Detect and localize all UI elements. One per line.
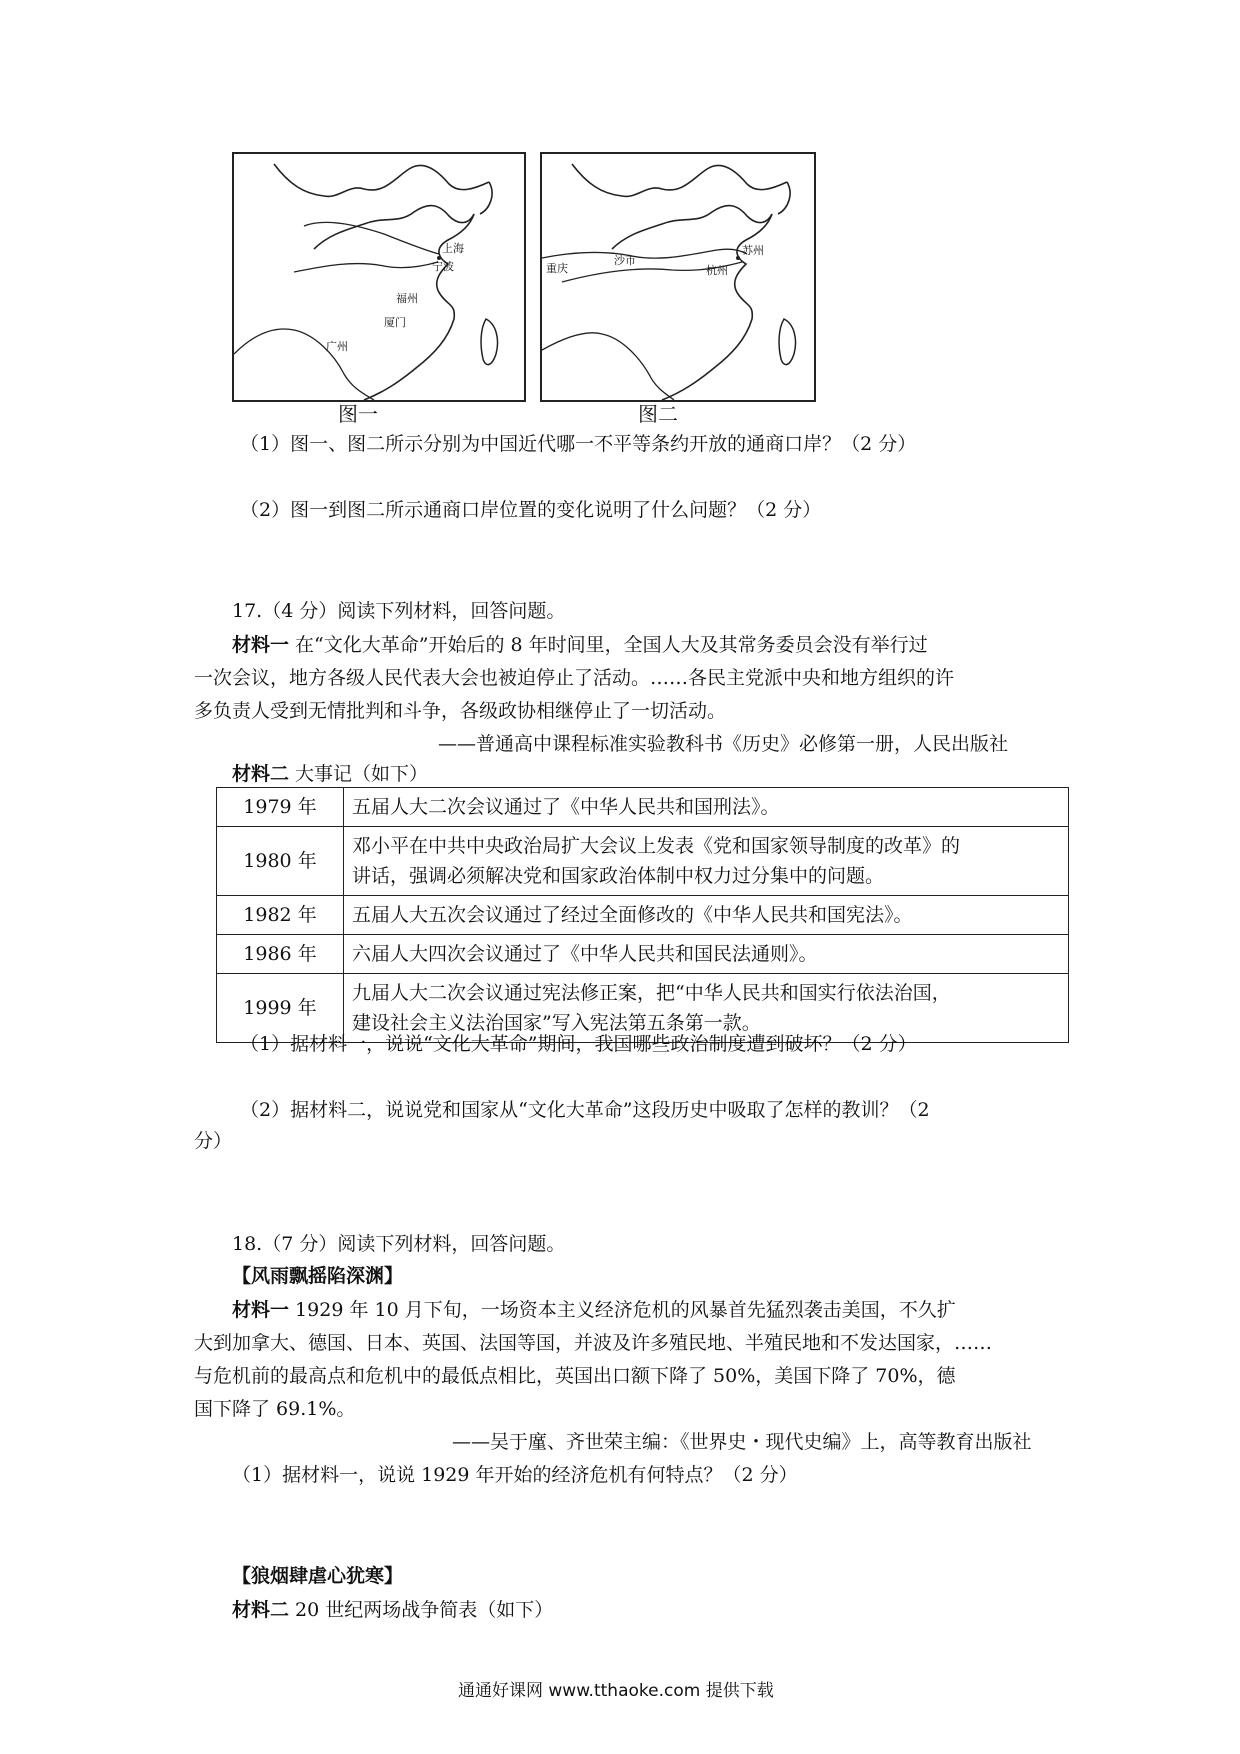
q17-sub-question-2-line-2: 分） — [194, 1130, 233, 1152]
events-table — [216, 787, 1069, 1043]
q18-material1-line-1 — [232, 1296, 956, 1324]
q18-section-2-title: 【狼烟肆虐心犹寒】 — [232, 1565, 404, 1587]
q18-material2-title: 20 世纪两场战争简表（如下） — [289, 1599, 554, 1621]
q18-material1-label: 材料一 — [232, 1299, 290, 1321]
table-row — [217, 935, 1069, 974]
q17-material2-heading — [232, 760, 428, 788]
q18-section-1-title: 【风雨飘摇陷深渊】 — [232, 1265, 404, 1287]
event-description-line: 建设社会主义法治国家”写入宪法第五条第一款。 — [352, 1012, 761, 1034]
q17-material1-line-3: 多负责人受到无情批判和斗争，各级政协相继停止了一切活动。 — [194, 700, 727, 722]
event-year: 1999 年 — [217, 974, 344, 1043]
map-2-caption: 图二 — [638, 402, 678, 426]
event-description-line: 邓小平在中共中央政治局扩大会议上发表《党和国家领导制度的改革》的 — [352, 835, 961, 857]
q18-material1-line-2: 大到加拿大、德国、日本、英国、法国等国，并波及许多殖民地、半殖民地和不发达国家，…… — [194, 1332, 993, 1354]
map-figure-2 — [540, 152, 816, 402]
map-1-drawing — [234, 154, 524, 400]
table-row — [217, 827, 1069, 896]
page-footer: 通通好课网 www.tthaoke.com 提供下载 — [458, 1681, 774, 1701]
event-description — [344, 896, 1069, 935]
map-1-port-fuzhou: 福州 — [396, 292, 418, 305]
q17-material2-title: 大事记（如下） — [289, 763, 429, 785]
q17-material1-line-2: 一次会议，地方各级人民代表大会也被迫停止了活动。……各民主党派中央和地方组织的许 — [194, 667, 955, 689]
map-2-port-hangzhou: 杭州 — [706, 264, 728, 277]
q18-material2-heading — [232, 1596, 553, 1624]
event-year: 1979 年 — [217, 788, 344, 827]
map-1-port-ningbo: 宁波 — [432, 260, 454, 273]
q17-material1-line-1 — [232, 631, 928, 659]
event-description-line: 九届人大二次会议通过宪法修正案，把“中华人民共和国实行依法治国， — [352, 982, 951, 1004]
q18-header: 18.（7 分）阅读下列材料，回答问题。 — [232, 1233, 566, 1255]
q18-material1-text: 1929 年 10 月下旬，一场资本主义经济危机的风暴首先猛烈袭击美国，不久扩 — [289, 1299, 956, 1321]
q18-material1-line-4: 国下降了 69.1%。 — [194, 1398, 356, 1420]
map-2-port-chongqing: 重庆 — [546, 262, 568, 275]
event-description-line: 五届人大五次会议通过了经过全面修改的《中华人民共和国宪法》。 — [352, 904, 913, 926]
event-year: 1980 年 — [217, 827, 344, 896]
map-1-port-xiamen: 厦门 — [384, 316, 406, 329]
q16-sub-question-2: （2）图一到图二所示通商口岸位置的变化说明了什么问题？（2 分） — [240, 499, 822, 521]
map-1-caption: 图一 — [338, 402, 378, 426]
q18-material2-label: 材料二 — [232, 1599, 290, 1621]
map-2-port-shashi: 沙市 — [614, 254, 636, 267]
q18-sub-question-1: （1）据材料一，说说 1929 年开始的经济危机有何特点？（2 分） — [232, 1464, 798, 1486]
q16-sub-question-1: （1）图一、图二所示分别为中国近代哪一不平等条约开放的通商口岸？（2 分） — [240, 433, 917, 455]
q17-sub-question-2-line-1: （2）据材料二，说说党和国家从“文化大革命”这段历史中吸取了怎样的教训？（2 — [240, 1099, 930, 1121]
event-description — [344, 788, 1069, 827]
q17-material1-source: ——普通高中课程标准实验教科书《历史》必修第一册，人民出版社 — [438, 733, 1009, 755]
q18-material1-line-3: 与危机前的最高点和危机中的最低点相比，英国出口额下降了 50%，美国下降了 70%，德 — [194, 1365, 956, 1387]
map-figure-1 — [232, 152, 526, 402]
event-description — [344, 827, 1069, 896]
event-year: 1986 年 — [217, 935, 344, 974]
event-year: 1982 年 — [217, 896, 344, 935]
q17-material1-text: 在“文化大革命”开始后的 8 年时间里，全国人大及其常务委员会没有举行过 — [289, 634, 928, 656]
map-2-drawing — [542, 154, 814, 400]
event-description-line: 六届人大四次会议通过了《中华人民共和国民法通则》。 — [352, 943, 818, 965]
q18-material1-source: ——吴于廑、齐世荣主编：《世界史・现代史编》上，高等教育出版社 — [452, 1431, 1032, 1453]
event-description — [344, 935, 1069, 974]
table-row — [217, 896, 1069, 935]
event-description-line: 五届人大二次会议通过了《中华人民共和国刑法》。 — [352, 796, 780, 818]
table-row — [217, 788, 1069, 827]
map-1-port-guangzhou: 广州 — [326, 340, 348, 353]
q17-material1-label: 材料一 — [232, 634, 290, 656]
map-2-port-suzhou: 苏州 — [742, 244, 764, 257]
q17-material2-label: 材料二 — [232, 763, 290, 785]
q17-header: 17.（4 分）阅读下列材料，回答问题。 — [232, 600, 566, 622]
map-1-port-shanghai: 上海 — [442, 242, 464, 255]
q17-sub-question-1: （1）据材料一，说说“文化大革命”期间，我国哪些政治制度遭到破坏？（2 分） — [240, 1033, 917, 1055]
event-description-line: 讲话，强调必须解决党和国家政治体制中权力过分集中的问题。 — [352, 865, 885, 887]
